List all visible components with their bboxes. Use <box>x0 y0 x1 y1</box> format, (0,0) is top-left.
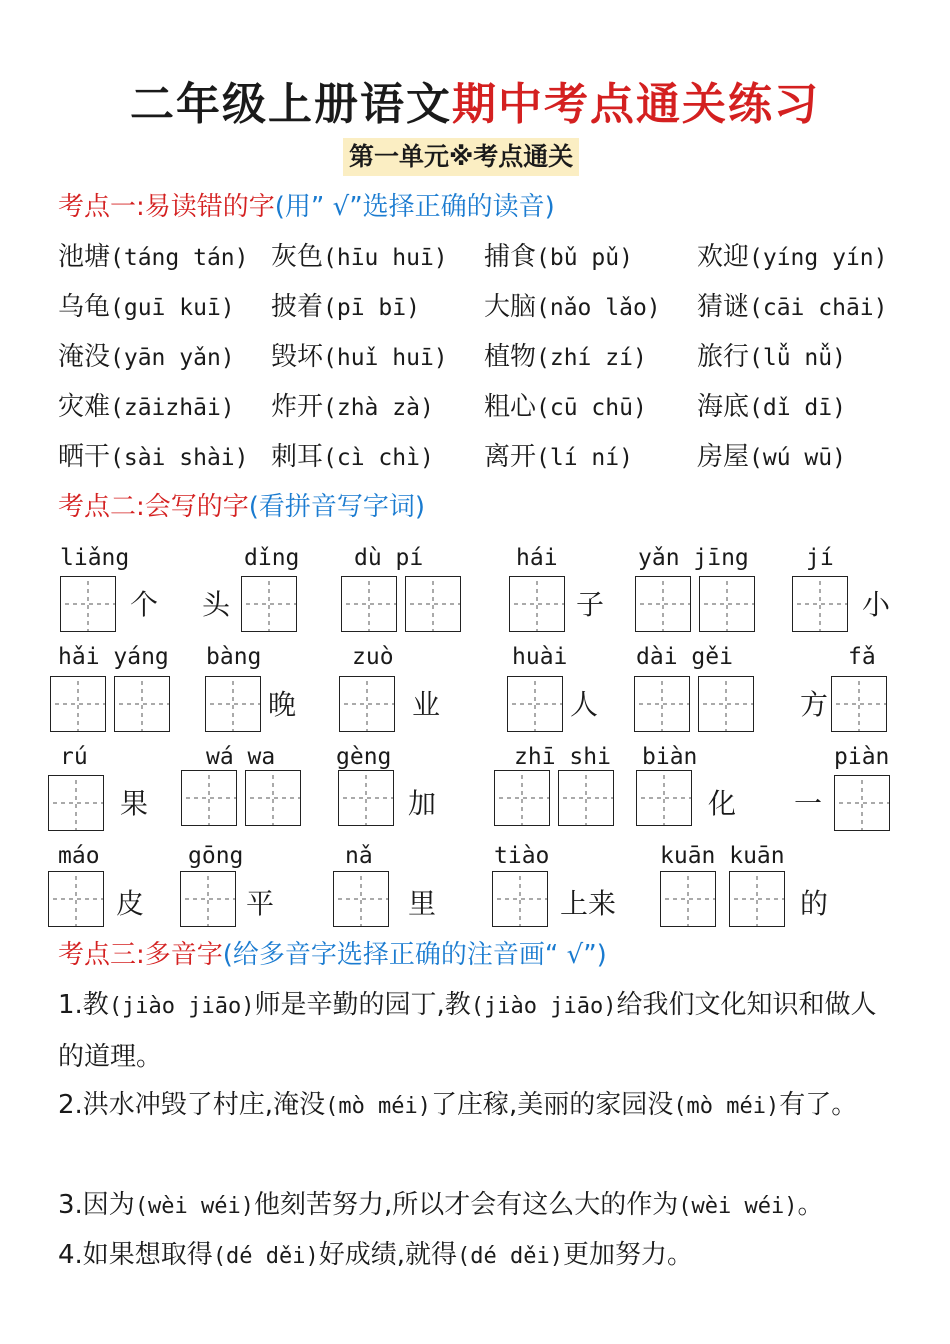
pinyin-label: wá wa <box>206 744 276 770</box>
section1-head-blue: (用” √”选择正确的读音) <box>274 192 555 222</box>
word-item: 房屋(wú wū) <box>697 442 846 472</box>
word-item: 欢迎(yíng yín) <box>697 242 888 272</box>
writing-box[interactable] <box>50 676 106 732</box>
word-item: 乌龟(guī kuī) <box>58 292 235 322</box>
pinyin-label: máo <box>58 843 100 869</box>
word-item: 披着(pī bī) <box>271 292 420 322</box>
writing-box[interactable] <box>834 775 890 831</box>
pinyin-label: biàn <box>642 744 698 770</box>
word-item: 晒干(sài shài) <box>58 442 249 472</box>
writing-box[interactable] <box>114 676 170 732</box>
section3-head-blue: (给多音字选择正确的注音画“ √”) <box>222 940 607 970</box>
writing-box[interactable] <box>729 871 785 927</box>
pinyin-label: bàng <box>206 644 262 670</box>
page-title <box>0 68 950 132</box>
word-item: 猜谜(cāi chāi) <box>697 292 888 322</box>
word-item: 毁坏(huǐ huī) <box>271 342 448 372</box>
writing-box[interactable] <box>60 576 116 632</box>
word-item: 灾难(zāizhāi) <box>58 392 235 422</box>
pinyin-label: kuān kuān <box>660 843 785 869</box>
section1-heading <box>58 190 555 224</box>
given-char: 上来 <box>560 887 617 920</box>
pinyin-label: nǎ <box>345 843 373 869</box>
word-item: 池塘(táng tán) <box>58 242 249 272</box>
given-char: 子 <box>576 588 605 621</box>
given-char: 人 <box>570 688 599 721</box>
pinyin-label: dǐng <box>244 545 300 571</box>
word-item: 大脑(nǎo lǎo) <box>484 292 661 322</box>
writing-box[interactable] <box>698 676 754 732</box>
pinyin-label: hái <box>516 545 558 571</box>
word-item: 炸开(zhà zà) <box>271 392 434 422</box>
pinyin-label: rú <box>60 744 88 770</box>
pinyin-label: tiào <box>494 843 550 869</box>
section2-heading <box>58 490 425 524</box>
writing-box[interactable] <box>338 770 394 826</box>
section3-heading <box>58 938 607 972</box>
pinyin-label: hǎi yáng <box>58 644 169 670</box>
given-char: 里 <box>408 887 437 920</box>
writing-box[interactable] <box>405 576 461 632</box>
pinyin-label: dài gěi <box>636 644 733 670</box>
pinyin-label: liǎng <box>60 545 130 571</box>
given-char: 一 <box>794 787 823 820</box>
word-item: 捕食(bǔ pǔ) <box>484 242 633 272</box>
pinyin-label: jí <box>806 545 834 571</box>
given-char: 个 <box>130 588 159 621</box>
given-char: 小 <box>862 588 891 621</box>
given-char: 皮 <box>116 887 145 920</box>
section3-head-red: 考点三:多音字 <box>58 940 223 970</box>
pinyin-label: yǎn jīng <box>638 545 749 571</box>
writing-box[interactable] <box>333 871 389 927</box>
question-3: 3.因为(wèi wéi)他刻苦努力,所以才会有这么大的作为(wèi wéi)。 <box>58 1190 824 1220</box>
writing-box[interactable] <box>507 676 563 732</box>
writing-box[interactable] <box>792 576 848 632</box>
writing-box[interactable] <box>48 871 104 927</box>
given-char: 平 <box>246 887 275 920</box>
word-item: 灰色(hīu huī) <box>271 242 448 272</box>
writing-box[interactable] <box>509 576 565 632</box>
writing-box[interactable] <box>636 770 692 826</box>
given-char: 加 <box>408 787 437 820</box>
title-red: 期中考点通关练习 <box>452 79 820 130</box>
writing-box[interactable] <box>181 770 237 826</box>
word-item: 植物(zhí zí) <box>484 342 647 372</box>
writing-box[interactable] <box>635 576 691 632</box>
writing-box[interactable] <box>241 576 297 632</box>
word-item: 淹没(yān yǎn) <box>58 342 235 372</box>
writing-box[interactable] <box>48 775 104 831</box>
word-item: 刺耳(cì chì) <box>271 442 434 472</box>
writing-box[interactable] <box>339 676 395 732</box>
section2-head-blue: (看拼音写字词) <box>248 492 426 522</box>
writing-box[interactable] <box>660 871 716 927</box>
pinyin-label: fǎ <box>848 644 876 670</box>
given-char: 业 <box>412 688 441 721</box>
question-1: 1.教(jiào jiāo)师是辛勤的园丁,教(jiào jiāo)给我们文化知识和做人的道理。 <box>58 990 877 1072</box>
pinyin-label: zhī shi <box>514 744 611 770</box>
pinyin-label: piàn <box>834 744 890 770</box>
writing-box[interactable] <box>558 770 614 826</box>
given-char: 化 <box>708 787 737 820</box>
writing-box[interactable] <box>699 576 755 632</box>
given-char: 头 <box>202 588 231 621</box>
given-char: 方 <box>800 688 829 721</box>
word-item: 离开(lí ní) <box>484 442 633 472</box>
question-2: 2.洪水冲毁了村庄,淹没(mò méi)了庄稼,美丽的家园没(mò méi)有了。 <box>58 1090 858 1120</box>
section2-head-red: 考点二:会写的字 <box>58 492 249 522</box>
writing-box[interactable] <box>831 676 887 732</box>
writing-box[interactable] <box>245 770 301 826</box>
unit-badge: 第一单元※考点通关 <box>343 138 579 176</box>
pinyin-label: huài <box>512 644 568 670</box>
writing-box[interactable] <box>634 676 690 732</box>
pinyin-label: gōng <box>188 843 244 869</box>
pinyin-label: gèng <box>336 744 392 770</box>
word-item: 粗心(cū chū) <box>484 392 647 422</box>
word-item: 旅行(lǚ nǚ) <box>697 342 846 372</box>
title-black: 二年级上册语文 <box>130 79 452 130</box>
writing-box[interactable] <box>492 871 548 927</box>
writing-box[interactable] <box>205 676 261 732</box>
word-item: 海底(dǐ dī) <box>697 392 846 422</box>
section1-head-red: 考点一:易读错的字 <box>58 192 275 222</box>
pinyin-label: zuò <box>352 644 394 670</box>
writing-box[interactable] <box>341 576 397 632</box>
question-4: 4.如果想取得(dé děi)好成绩,就得(dé děi)更加努力。 <box>58 1240 694 1270</box>
given-char: 晚 <box>268 688 297 721</box>
given-char: 果 <box>120 787 149 820</box>
writing-box[interactable] <box>494 770 550 826</box>
given-char: 的 <box>800 887 829 920</box>
writing-box[interactable] <box>180 871 236 927</box>
pinyin-label: dù pí <box>354 545 424 571</box>
